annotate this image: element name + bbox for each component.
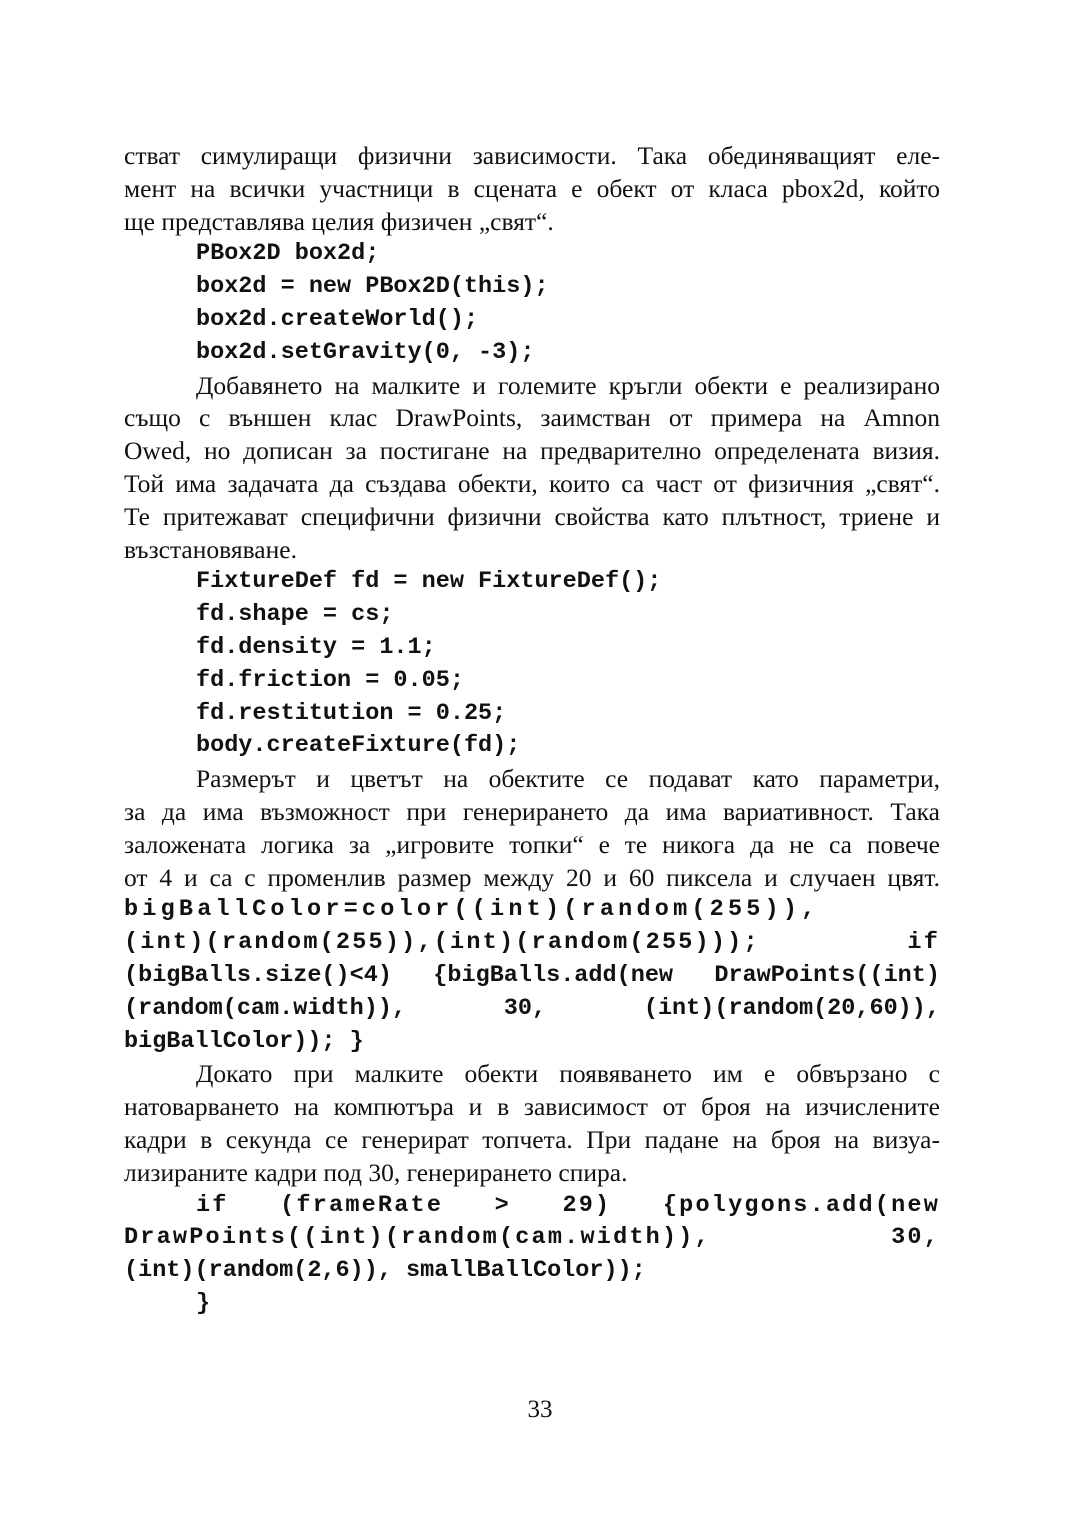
code-line: box2d.createWorld(); xyxy=(196,305,479,333)
text-line: Owed, но дописан за постигане на предварително определената визия. xyxy=(124,436,940,466)
code-line: fd.restitution = 0.25; xyxy=(196,699,507,727)
text-line: Той има задачата да създава обекти, които са част от физичния „свят“. xyxy=(124,468,940,498)
paragraph-size-color xyxy=(124,763,940,894)
code-line: DrawPoints((int)(random(cam.width)), 30, xyxy=(124,1224,940,1252)
code-line: (int)(random(255)),(int)(random(255))); if xyxy=(124,929,940,957)
page-number: 33 xyxy=(527,1396,553,1423)
code-line: (int)(random(2,6)), smallBallColor)); xyxy=(124,1257,646,1285)
code-line: FixtureDef fd = new FixtureDef(); xyxy=(196,568,662,596)
code-line: box2d = new PBox2D(this); xyxy=(196,273,549,301)
paragraph-small-balls xyxy=(124,1058,940,1189)
code-line: fd.density = 1.1; xyxy=(196,633,436,661)
code-line: box2d.setGravity(0, -3); xyxy=(196,338,535,366)
text-line: лизираните кадри под 30, генерирането спира. xyxy=(124,1157,628,1187)
text-line: заложената логика за „игровите топки“ е те никога да не са повече xyxy=(124,829,940,859)
text-line: Добавянето на малките и големите кръгли обекти е реализирано xyxy=(196,370,940,400)
code-line: bigBallColor=color((int)(random(255)), xyxy=(124,896,820,924)
code-block-small-balls xyxy=(124,1190,940,1321)
code-line: } xyxy=(196,1289,211,1317)
code-line: body.createFixture(fd); xyxy=(196,732,521,760)
code-line: fd.friction = 0.05; xyxy=(196,666,464,694)
text-line: стват симулиращи физични зависимости. Така обединяващият еле- xyxy=(124,141,940,170)
code-line: PBox2D box2d; xyxy=(196,240,380,268)
code-line: bigBallColor)); } xyxy=(124,1027,364,1055)
text-line: Размерът и цветът на обектите се подават като параметри, xyxy=(196,764,940,794)
paragraph-drawpoints xyxy=(124,370,940,567)
page-body xyxy=(124,140,940,1321)
text-line: също с външен клас DrawPoints, заимстван от примера на Amnon xyxy=(124,403,940,433)
text-line: Те притежават специфични физични свойства като плътност, триене и xyxy=(124,501,940,531)
text-line: възстановяване. xyxy=(124,534,297,564)
text-line: ще представлява целия физичен „свят“. xyxy=(124,206,554,236)
code-line: (random(cam.width)), 30, (int)(random(20,60)), xyxy=(124,994,940,1022)
text-line: от 4 и са с променлив размер между 20 и 60 пиксела и случаен цвят. xyxy=(124,862,940,892)
text-line: Докато при малките обекти появяването им е обвързано с xyxy=(196,1059,940,1089)
paragraph-intro xyxy=(124,140,940,238)
text-line: кадри в секунда се генерират топчета. При падане на броя на визуа- xyxy=(124,1124,940,1154)
code-line: (bigBalls.size()<4) {bigBalls.add(new DrawPoints((int) xyxy=(124,961,940,989)
code-line: if (frameRate > 29) {polygons.add(new xyxy=(196,1191,940,1219)
code-block-box2d xyxy=(124,238,940,369)
code-block-fixture xyxy=(124,566,940,763)
code-block-big-balls xyxy=(124,894,940,1058)
text-line: мент на всички участници в сцената е обект от класа pbox2d, който xyxy=(124,173,940,203)
text-line: натоварването на компютъра и в зависимост от броя на изчислените xyxy=(124,1092,940,1122)
text-line: за да има възможност при генерирането да има вариативност. Така xyxy=(124,796,940,826)
code-line: fd.shape = cs; xyxy=(196,601,394,629)
